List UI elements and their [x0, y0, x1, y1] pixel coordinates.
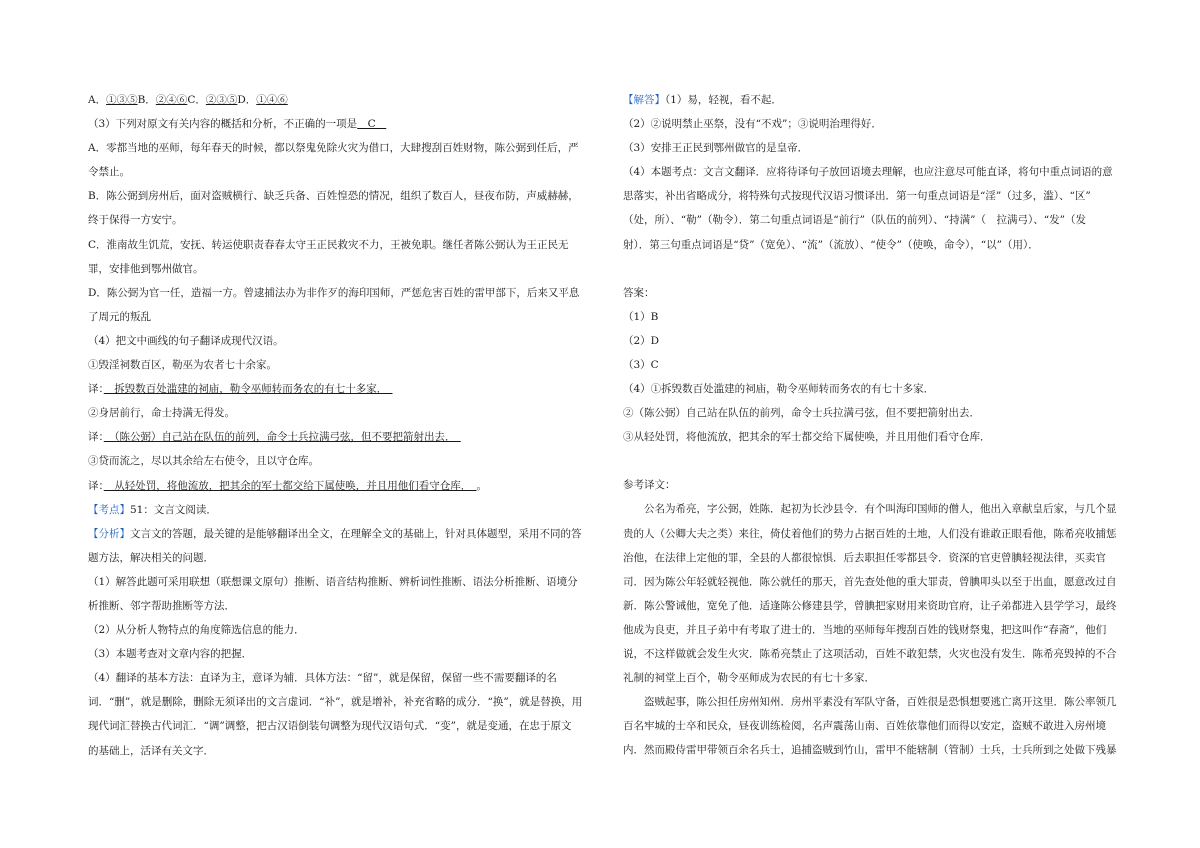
reference-line: 百名牢城的士卒和民众，昼夜训练检阅，名声震荡山南、百姓依靠他们而得以安定，盗贼不敢进入房州境 [623, 720, 1106, 733]
fenxi-line: 析推断、邻字帮助推断等方法． [88, 599, 235, 612]
question-3-answer: C [357, 118, 387, 131]
reference-line: 他成为良吏，并且子弟中有考取了进士的．当地的巫师每年搜刮百姓的钱财祭鬼，把这叫作“春斋”，他们 [623, 623, 1107, 636]
answer-line: （4）①拆毁数百处滥建的祠庙，勒令巫师转而务农的有七十多家． [623, 383, 935, 396]
reference-line: 盗贼起事，陈公担任房州知州．房州平素没有军队守备，百姓很是恐惧想要逃亡离开这里．陈公率领几 [644, 696, 1117, 709]
option-line: 罪，安排他到鄂州做官。 [88, 262, 204, 275]
answer-line: ③从轻处罚，将他流放，把其余的军士都交给下属使唤，并且用他们看守仓库． [623, 431, 991, 444]
jieda-line: （处，所）、“勒”（勒令）．第二句重点词语是“前行”（队伍的前列）、“持满”（ 拉满弓）、“发”（发 [623, 214, 1086, 227]
fenxi-line: （3）本题考查对文章内容的把握． [88, 648, 253, 661]
answer-line: （1）B [623, 310, 659, 323]
jieda-line: 射）．第三句重点词语是“贷”（宽免）、“流”（流放）、“使令”（使唤，命令），“以”（用）． [623, 238, 1039, 251]
answer-line: ②（陈公弼）自己站在队伍的前列，命令士兵拉满弓弦，但不要把箭射出去． [623, 407, 980, 420]
translation-2: 译： （陈公弼）自己站在队伍的前列，命令士兵拉满弓弦，但不要把箭射出去． [88, 431, 461, 444]
jieda-tag: 【解答】 [623, 94, 665, 106]
fenxi-line: （2）从分析人物特点的角度筛选信息的能力． [88, 624, 305, 637]
translation-3: 译： 从轻处罚，将他流放，把其余的军士都交给下属使唤，并且用他们看守仓库． 。 [88, 479, 487, 492]
reference-line: 新．陈公警诫他，宽免了他．适逢陈公修建县学，曾腆把家财用来资助官府，让子弟都进入县学学习，最终 [623, 599, 1117, 612]
fenxi-tag: 【分析】 [88, 527, 130, 540]
fenxi-line: （4）翻译的基本方法：直译为主，意译为辅．具体方法：“留”，就是保留，保留一些不需要翻译的名 [88, 672, 557, 685]
reference-line: 说，不这样做就会发生火灾．陈希亮禁止了这项活动，百姓不敢犯禁，火灾也没有发生．陈希亮毁掉的不合 [623, 647, 1117, 660]
jieda-line: （4）本题考点：文言文翻译．应将待译句子放回语境去理解，也应注意尽可能直译，将句中重点词语的意 [623, 166, 1113, 179]
fenxi-line: 题方法，解决相关的问题． [88, 551, 214, 564]
option-line: 令禁止。 [88, 166, 130, 179]
option-d: ①④⑥ [256, 94, 288, 106]
option-c: ②③⑤ [205, 94, 238, 106]
fenxi-line: 现代词汇替换古代词汇．“调”调整，把古汉语倒装句调整为现代汉语句式．“变”，就是变通，在忠于原文 [88, 720, 572, 733]
reference-line: 贵的人（公卿大夫之类）来往，倚仗着他们的势力占据百姓的土地，人们没有谁敢正眼看他，陈希亮收捕惩 [623, 527, 1117, 540]
kaodian-line: 【考点】51：文言文阅读． [88, 503, 217, 516]
right-column [623, 88, 1141, 762]
question-3-options [88, 136, 606, 329]
reference-line: 司．因为陈公年轻就轻视他．陈公就任的那天，首先查处他的重大罪责，曾腆叩头以至于出血，愿意改过自 [623, 575, 1117, 588]
sentence-1: ①毁淫祠数百区，勒巫为农者七十余家。 [88, 359, 277, 372]
answer-line: （3）C [623, 358, 659, 371]
reference-line: 治他，在法律上定他的罪，全县的人都很惊惧．后去职担任零都县令．资深的官吏曾腆轻视法律，买卖官 [623, 551, 1106, 564]
jieda-line: 思落实，补出省略成分，将特殊句式按现代汉语习惯译出．第一句重点词语是“淫”（过多，滥）、“区” [623, 190, 1091, 203]
kaodian-tag: 【考点】 [88, 503, 130, 516]
left-column [88, 88, 606, 763]
option-b: ②④⑥ [155, 94, 188, 106]
fenxi-line: （1）解答此题可采用联想（联想课文原句）推断、语音结构推断、辨析词性推断、语法分析推断、语境分 [88, 575, 578, 588]
reference-line: 礼制的祠堂上百个，勒令巫师成为农民的有七十多家． [623, 672, 875, 685]
question-3: （3）下列对原文有关内容的概括和分析，不正确的一项是 C [88, 118, 387, 131]
translation-1: 译： 拆毁数百处滥建的祠庙，勒令巫师转而务农的有七十多家． [88, 383, 393, 396]
reference-line: 公名为希亮，字公弼，姓陈．起初为长沙县令．有个叫海印国师的僧人，他出入章献皇后家，与几个显 [644, 503, 1117, 516]
fenxi-line: 词．“删”，就是删除，删除无须译出的文言虚词．“补”，就是增补，补充省略的成分．“换”，就是替换，用 [88, 696, 583, 709]
jieda-line: 【解答】（1）易，轻视，看不起． [623, 94, 782, 106]
jieda-line: （3）安排王正民到鄂州做官的是皇帝． [623, 142, 809, 155]
spacer [623, 449, 1141, 473]
jieda-line: （2）②说明禁止巫祭，没有“不戏”；③说明治理得好． [623, 118, 882, 131]
answer-line: （2）D [623, 334, 660, 347]
fenxi-line: 的基础上，活译有关文字． [88, 744, 214, 757]
reference-title: 参考译文： [623, 479, 676, 492]
sentence-2: ②身居前行，命士持满无得发。 [88, 407, 235, 420]
question-4-title: （4）把文中画线的句子翻译成现代汉语。 [88, 334, 284, 347]
option-line: A．零都当地的巫师，每年春天的时候，都以祭鬼免除火灾为借口，大肆搜刮百姓财物，陈公弼到任后，严 [88, 142, 579, 155]
option-line: 了周元的叛乱 [88, 310, 151, 323]
reference-line: 内．然而殿侍雷甲带领百余名兵士，追捕盗贼到竹山，雷甲不能辖制（管制）士兵，士兵所到之处做下残暴 [623, 744, 1117, 757]
option-a: ①③⑤ [106, 94, 138, 106]
fenxi-line: 【分析】文言文的答题，最关键的是能够翻译出全文，在理解全文的基础上，针对具体题型，采用不同的答 [88, 527, 582, 540]
spacer [623, 257, 1141, 281]
option-line: 终于保得一方安宁。 [88, 214, 183, 227]
option-line: B．陈公弼到房州后，面对盗贼横行、缺乏兵备、百姓惶恐的情况，组织了数百人，昼夜布防，声威赫赫， [88, 190, 579, 203]
option-line: C．淮南故生饥荒，安抚、转运使职责春春太守王正民救灾不力，王被免职。继任者陈公弼认为王正民无 [88, 238, 569, 251]
sentence-3: ③贷而流之，尽以其余给左右使令，且以守仓库。 [88, 455, 319, 468]
option-line: D．陈公弼为官一任，造福一方。曾逮捕法办为非作歹的海印国师，严惩危害百姓的雷甲部下，后来又平息 [88, 286, 580, 299]
options-line: A．①③⑤B．②④⑥C．②③⑤D．①④⑥ [88, 94, 288, 106]
answer-title: 答案： [623, 286, 655, 299]
